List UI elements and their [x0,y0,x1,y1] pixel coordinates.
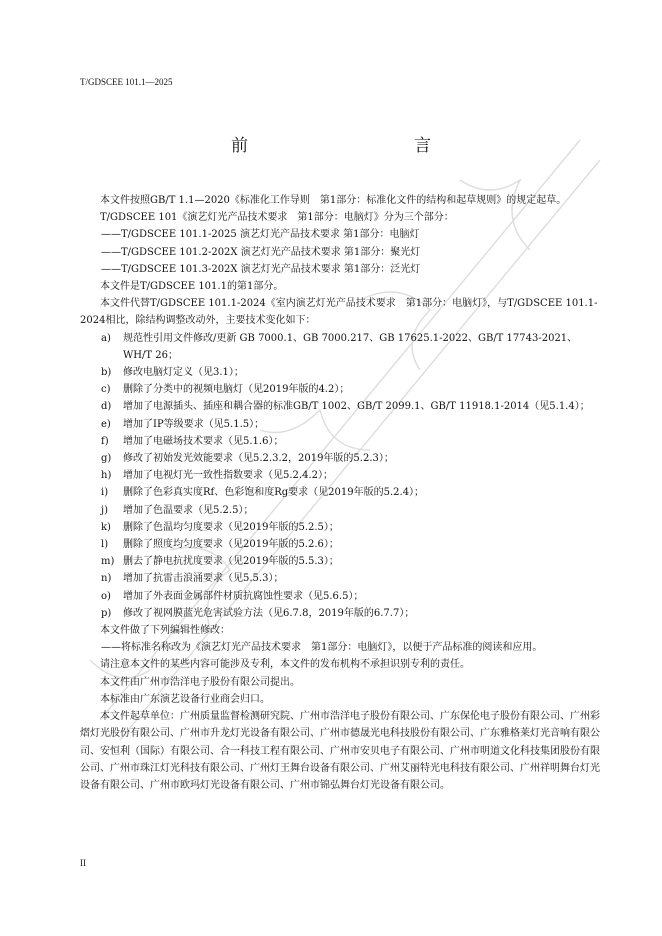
change-item [80,467,602,484]
change-text: 修改电脑灯定义（见3.1）； [123,367,244,379]
change-label: l) [101,539,109,551]
document-code-header: T/GDSCEE 101.1—2025 [80,77,173,87]
change-item [80,398,602,415]
paragraph-proposer: 本文件由广州市浩洋电子股份有限公司提出。 [100,676,300,688]
change-label: e) [101,418,111,430]
change-label: k) [101,521,111,533]
changes-list [80,330,602,622]
change-item [80,416,602,433]
change-item [80,536,602,553]
change-text: 修改了视网膜蓝光危害试验方法（见6.7.8，2019年版的6.7.7）； [123,607,415,619]
change-item [80,588,602,605]
paragraph-editorial-intro: 本文件做了下列编辑性修改： [100,625,230,637]
change-text: 删除了照度均匀度要求（见2019年版的5.2.6）； [123,539,339,551]
part-item: ——T/GDSCEE 101.3-202X 演艺灯光产品技术要求 第1部分：泛光灯 [101,263,421,275]
change-label: i) [101,487,109,499]
paragraph-part-number: 本文件是T/GDSCEE 101.1的第1部分。 [100,281,284,293]
change-label: j) [101,504,109,516]
change-text: 增加了电视灯光一致性指数要求（见5.2.4.2）； [123,470,333,482]
change-text: 增加了抗雷击浪涌要求（见5.5.3）； [123,573,284,585]
change-text: 规范性引用文件修改/更新 GB 7000.1、GB 7000.217、GB 17625.1-2022、GB/T 17743-2021、WH/T 26； [123,332,578,361]
paragraph-drafting-rules: 本文件按照GB/T 1.1—2020《标准化工作导则 第1部分：标准化文件的结构和起草规则》的规定起草。 [100,195,567,206]
change-item [80,553,602,570]
foreword-body [80,192,602,794]
paragraph-parts-intro: T/GDSCEE 101《演艺灯光产品技术要求 第1部分：电脑灯》分为三个部分： [100,212,454,224]
change-item [80,502,602,519]
change-label: b) [101,367,112,379]
change-label: p) [101,607,112,619]
change-label: f) [101,435,109,447]
change-text: 增加了IP等级要求（见5.1.5）； [123,418,265,430]
change-item [80,450,602,467]
change-item [80,381,602,398]
change-label: c) [101,384,111,396]
change-text: 删去了静电抗扰度要求（见2019年版的5.5.3）； [123,556,339,568]
change-text: 删除了色温均匀度要求（见2019年版的5.2.5）； [123,521,339,533]
part-item: ——T/GDSCEE 101.2-202X 演艺灯光产品技术要求 第1部分：聚光灯 [101,246,421,258]
change-text: 增加了电源插头、插座和耦合器的标准GB/T 1002、GB/T 2099.1、GB/T 11918.1-2014（见5.1.4）； [123,401,590,413]
change-item [80,519,602,536]
change-label: a) [101,332,111,344]
part-item: ——T/GDSCEE 101.1-2025 演艺灯光产品技术要求 第1部分：电脑灯 [101,229,420,241]
change-label: o) [101,590,111,602]
change-label: g) [101,453,112,465]
page-number: II [80,858,86,868]
change-item [80,605,602,622]
paragraph-centralizer: 本标准由广东演艺设备行业商会归口。 [100,693,270,705]
change-item [80,484,602,501]
editorial-item: ——将标准名称改为《演艺灯光产品技术要求 第1部分：电脑灯》，以便于产品标准的阅读和应用。 [101,642,543,654]
change-text: 增加了色温要求（见5.2.5）； [123,504,254,516]
paragraph-replaces: 本文件代替T/GDSCEE 101.1-2024《室内演艺灯光产品技术要求 第1部分：电脑灯》，与T/GDSCEE 101.1-2024相比，除结构调整改动外，主要技术变化如下： [80,298,598,327]
change-text: 修改了初始发光效能要求（见5.2.3.2，2019年版的5.2.3）； [123,453,394,465]
change-item [80,433,602,450]
paragraph-patent-notice: 请注意本文件的某些内容可能涉及专利，本文件的发布机构不承担识别专利的责任。 [100,659,470,671]
change-label: n) [101,573,112,585]
change-label: m) [101,556,115,568]
change-item [80,570,602,587]
change-text: 删除了分类中的视频电脑灯（见2019年版的4.2）； [123,384,350,396]
change-text: 删除了色彩真实度Rf、色彩饱和度Rg要求（见2019年版的5.2.4）； [123,487,425,499]
change-item [80,330,602,364]
change-item [80,364,602,381]
change-text: 增加了外表面金属部件材质抗腐蚀性要求（见5.6.5）； [123,590,364,602]
page-title: 前 言 [231,136,475,156]
change-label: h) [101,470,112,482]
change-label: d) [101,401,112,413]
change-text: 增加了电磁场技术要求（见5.1.6）； [123,435,284,447]
paragraph-drafting-units: 本文件起草单位：广州质量监督检测研究院、广州市浩洋电子股份有限公司、广东保伦电子股份有限公司、广州彩熠灯光股份有限公司、广州市升龙灯光设备有限公司、广州市德晟光电科技股份有限公司、广东雅格莱灯光音响有限公司、安恒利（国际）有限公司、合一科技工程有限公司、广州市安贝电子有限公司、广州市明道文化科技集团股份有限公司、广州市珠江灯光科技有限公司、广州灯王舞台设备有限公司、广州艾丽特光电科技有限公司、广州祥明舞台灯光设备有限公司、广州市欧玛灯光设备有限公司、广州市锦弘舞台灯光设备有限公司。 [80,711,600,791]
